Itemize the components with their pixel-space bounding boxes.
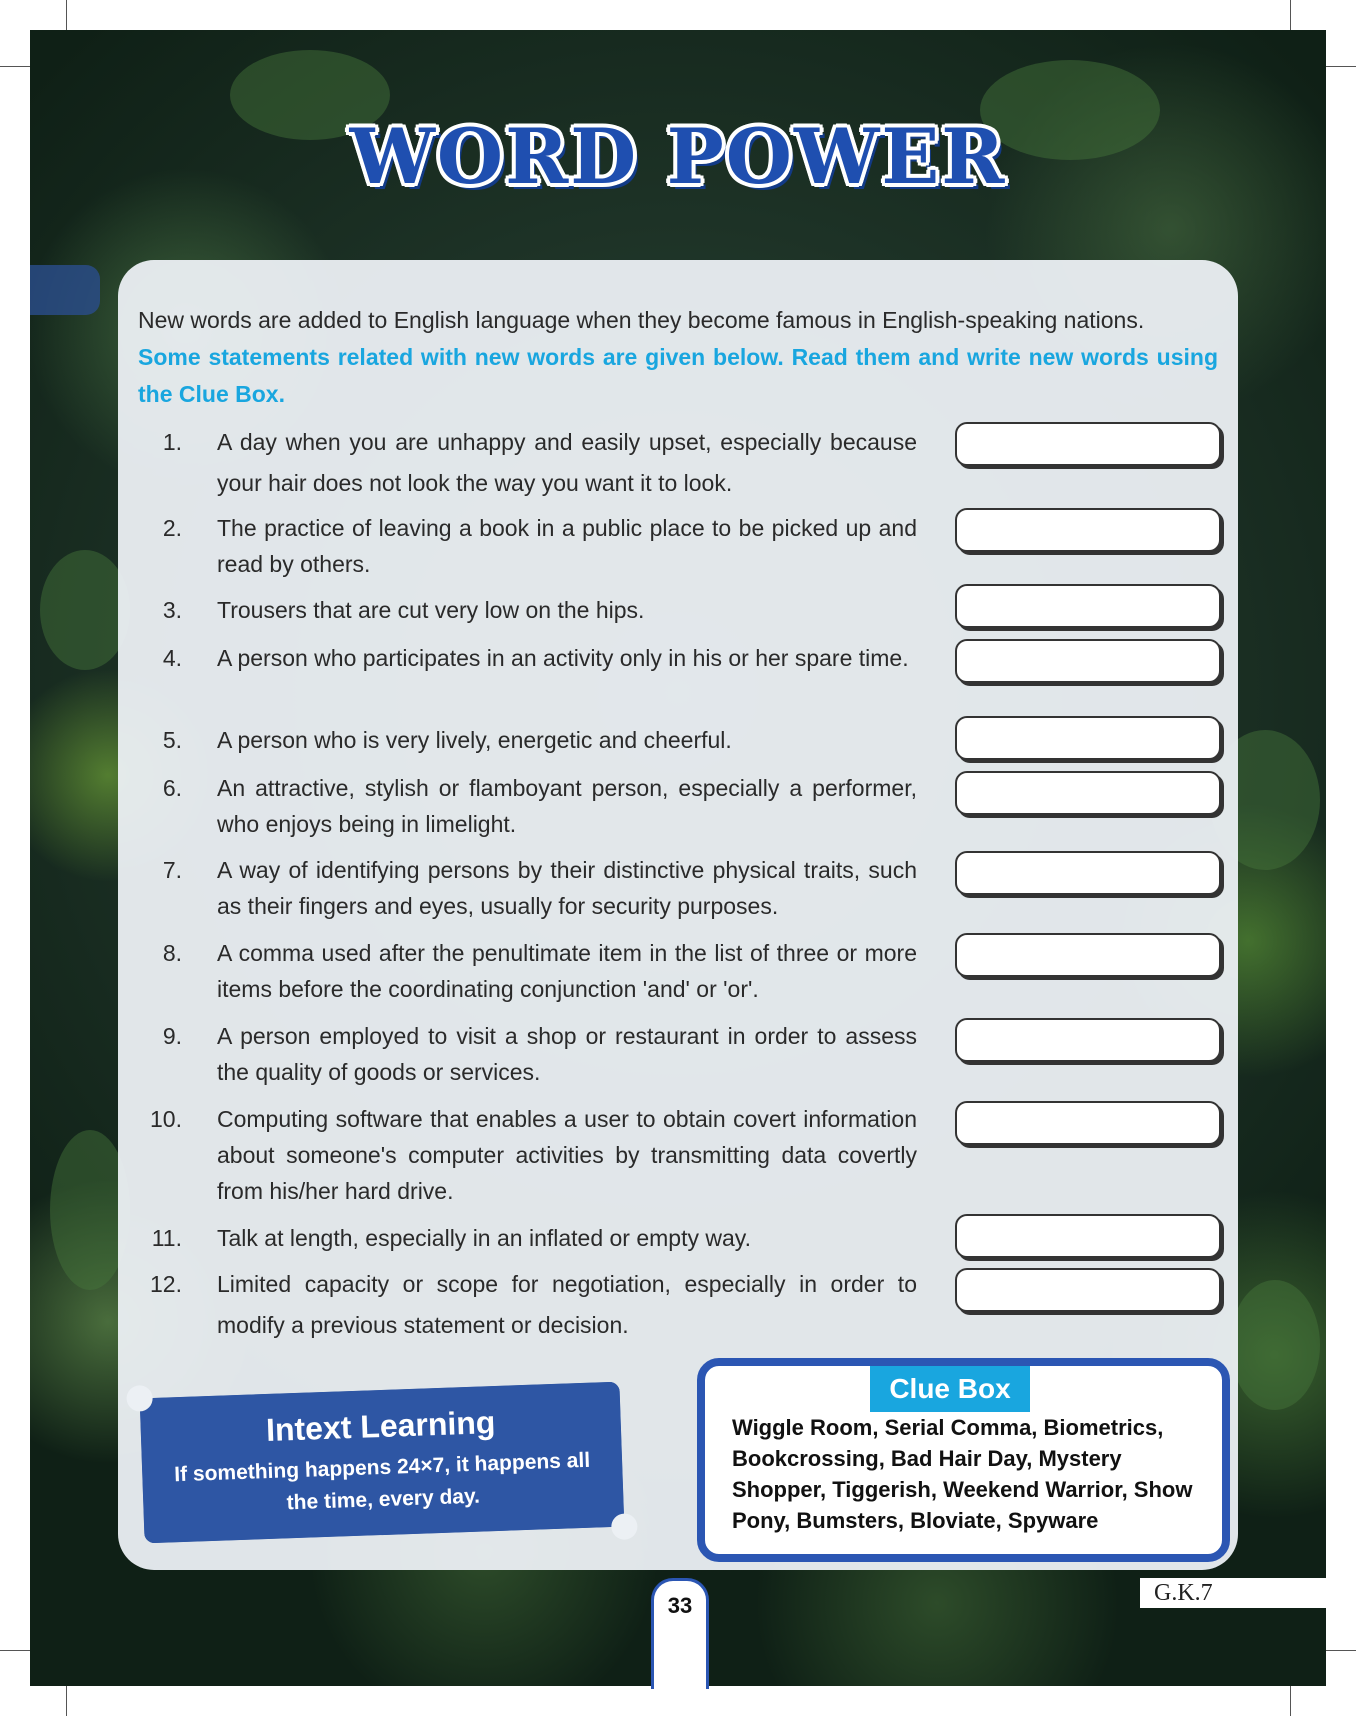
question-number: 11. bbox=[151, 1225, 182, 1251]
crop-mark bbox=[1326, 66, 1356, 67]
intext-learning-card bbox=[140, 1382, 625, 1544]
crop-mark bbox=[0, 1650, 30, 1651]
crop-mark bbox=[1326, 1650, 1356, 1651]
footer-code: G.K.7 bbox=[1140, 1578, 1340, 1608]
question-text: Computing software that enables a user to obtain covert information about someone's computer activities by transmitting data covertly from his/her hard drive. bbox=[217, 1106, 917, 1204]
answer-box-6[interactable] bbox=[955, 771, 1221, 815]
side-tab bbox=[30, 265, 100, 315]
question-text: Limited capacity or scope for negotiation, especially in order to modify a previous statement or decision. bbox=[217, 1271, 917, 1338]
intext-learning-text: If something happens 24×7, it happens all the time, every day. bbox=[173, 1448, 591, 1515]
question-number: 3. bbox=[162, 597, 182, 623]
question-number: 10. bbox=[150, 1106, 182, 1132]
clue-box-title: Clue Box bbox=[870, 1366, 1030, 1412]
page-title: WORD POWER bbox=[349, 112, 1007, 201]
intro-text: New words are added to English language when they become famous in English-speaking nations. bbox=[138, 307, 1145, 333]
answer-box-7[interactable] bbox=[955, 851, 1221, 895]
question-number: 5. bbox=[162, 727, 182, 753]
clue-box-words: Wiggle Room, Serial Comma, Biometrics, Bookcrossing, Bad Hair Day, Mystery Shopper, Tiggerish, Weekend Warrior, Show Pony, Bumsters, Bloviate, Spyware bbox=[732, 1415, 1193, 1533]
answer-box-5[interactable] bbox=[955, 716, 1221, 760]
question-number: 8. bbox=[162, 940, 182, 966]
crop-mark bbox=[0, 66, 30, 67]
crop-mark bbox=[66, 1686, 67, 1716]
crop-mark bbox=[66, 0, 67, 30]
question-number: 1. bbox=[162, 429, 182, 455]
answer-box-12[interactable] bbox=[955, 1268, 1221, 1312]
question-number: 9. bbox=[162, 1023, 182, 1049]
answer-box-11[interactable] bbox=[955, 1214, 1221, 1258]
crop-mark bbox=[1290, 0, 1291, 30]
answer-box-9[interactable] bbox=[955, 1018, 1221, 1062]
answer-box-2[interactable] bbox=[955, 508, 1221, 552]
question-text: A comma used after the penultimate item in the list of three or more items before the coordinating conjunction 'and' or 'or'. bbox=[217, 940, 917, 1002]
question-text: An attractive, stylish or flamboyant person, especially a performer, who enjoys being in limelight. bbox=[217, 775, 917, 837]
question-text: Talk at length, especially in an inflated or empty way. bbox=[217, 1225, 751, 1251]
instruction-text: Some statements related with new words are given below. Read them and write new words using the Clue Box. bbox=[138, 344, 1218, 407]
question-text: A way of identifying persons by their distinctive physical traits, such as their fingers and eyes, usually for security purposes. bbox=[217, 857, 917, 919]
answer-box-8[interactable] bbox=[955, 933, 1221, 977]
question-number: 4. bbox=[162, 645, 182, 671]
question-number: 12. bbox=[150, 1271, 182, 1297]
question-number: 6. bbox=[162, 775, 182, 801]
answer-box-10[interactable] bbox=[955, 1101, 1221, 1145]
question-number: 7. bbox=[162, 857, 182, 883]
page-number: 33 bbox=[651, 1578, 709, 1689]
answer-box-1[interactable] bbox=[955, 422, 1221, 466]
question-text: Trousers that are cut very low on the hips. bbox=[217, 597, 645, 623]
question-text: The practice of leaving a book in a public place to be picked up and read by others. bbox=[217, 515, 917, 577]
question-text: A person who is very lively, energetic and cheerful. bbox=[217, 727, 732, 753]
crop-mark bbox=[1290, 1686, 1291, 1716]
question-number: 2. bbox=[162, 515, 182, 541]
question-text: A person who participates in an activity only in his or her spare time. bbox=[217, 645, 909, 671]
answer-box-3[interactable] bbox=[955, 584, 1221, 628]
question-text: A person employed to visit a shop or restaurant in order to assess the quality of goods or services. bbox=[217, 1023, 917, 1085]
question-text: A day when you are unhappy and easily upset, especially because your hair does not look the way you want it to look. bbox=[217, 429, 917, 496]
intext-learning-title: Intext Learning bbox=[265, 1404, 496, 1449]
answer-box-4[interactable] bbox=[955, 639, 1221, 683]
